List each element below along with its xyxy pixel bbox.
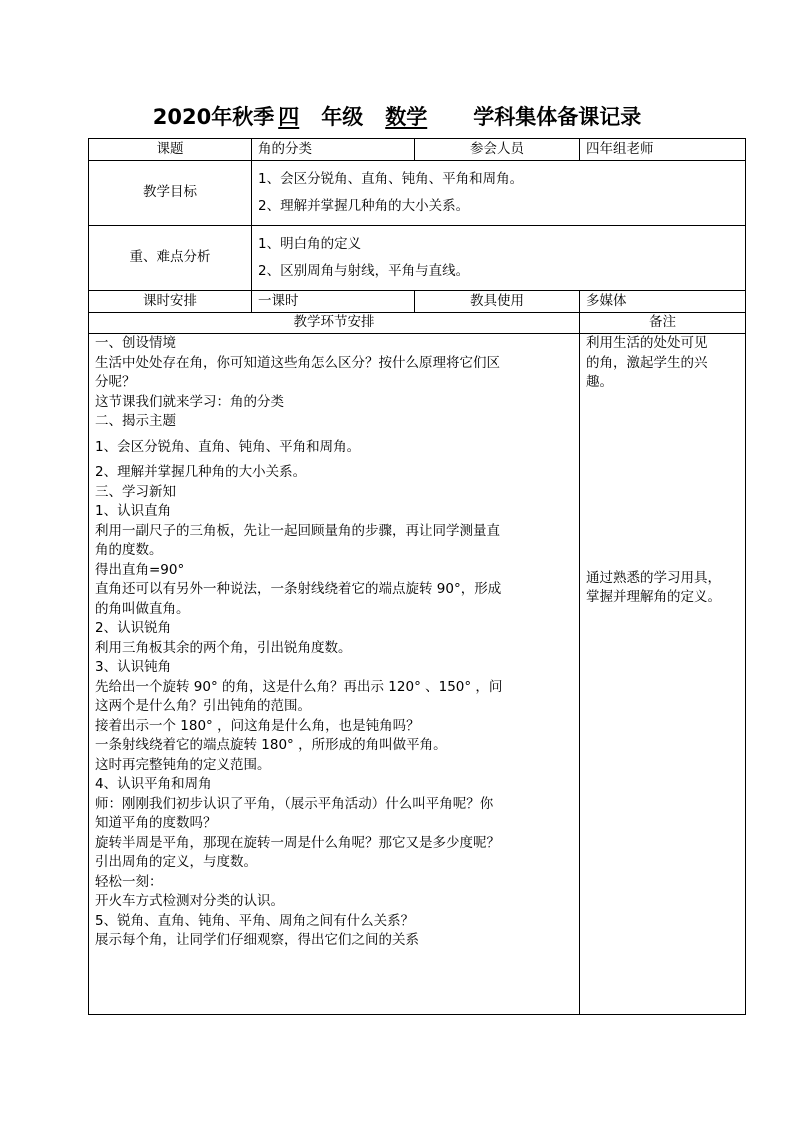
lesson-body-row [89,334,746,1015]
step-line: 4、认识平角和周角 [95,776,212,792]
step-line: 的角叫做直角。 [95,600,190,617]
arrangement-header: 教学环节安排 [89,313,580,334]
topic-row [89,139,746,161]
step-line: 5、锐角、直角、钝角、平角、周角之间有什么关系？ [95,912,415,929]
step-line: 知道平角的度数吗？ [95,815,217,831]
tools-label: 教具使用 [415,291,580,313]
key-points-row [89,226,746,291]
step-line: 2、理解并掌握几种角的大小关系。 [95,464,307,480]
remarks-header: 备注 [580,313,746,334]
step-line: 二、揭示主题 [95,413,176,429]
title-prefix: 2020年秋季 [152,105,275,129]
key-points-label: 重、难点分析 [89,226,252,291]
key-points-content [252,226,746,291]
step-line: 3、认识钝角 [95,659,172,675]
step-line: 师：刚刚我们初步认识了平角，（展示平角活动）什么叫平角呢？你 [95,795,494,812]
step-line: 利用一副尺子的三角板，先让一起回顾量角的步骤，再让同学测量直 [95,522,500,539]
step-line: 直角还可以有另外一种说法，一条射线绕着它的端点旋转 90°，形成 [95,581,502,597]
key-point-item: 2、区别周角与射线，平角与直线。 [258,263,470,279]
section-header-row [89,313,746,334]
goal-item: 1、会区分锐角、直角、钝角、平角和周角。 [258,170,524,187]
step-line: 利用三角板其余的两个角，引出锐角度数。 [95,639,352,656]
remark-line: 的角，激起学生的兴 [586,354,708,371]
step-line: 三、学习新知 [95,483,176,500]
remarks-content [580,334,746,1015]
remark-line: 掌握并理解角的定义。 [586,589,721,605]
step-line: 一、创设情境 [95,335,176,351]
title-suffix: 学科集体备课记录 [473,105,642,129]
step-line: 分呢？ [95,374,136,390]
step-line: 角的度数。 [95,542,163,558]
step-line: 1、会区分锐角、直角、钝角、平角和周角。 [95,438,361,455]
step-line: 轻松一刻： [95,873,163,890]
step-line: 2、认识锐角 [95,620,172,636]
step-line: 旋转半周是平角，那现在旋转一周是什么角呢？那它又是多少度呢？ [95,834,500,851]
topic-value: 角的分类 [252,139,415,161]
step-line: 展示每个角，让同学们仔细观察，得出它们之间的关系 [95,932,419,948]
topic-label: 课题 [89,139,252,161]
title-grade: 四 [278,105,300,129]
remark-line: 利用生活的处处可见 [586,335,708,351]
step-line: 生活中处处存在角，你可知道这些角怎么区分？按什么原理将它们区 [95,354,500,371]
step-line: 这两个是什么角？引出钝角的范围。 [95,698,311,714]
remark-line: 通过熟悉的学习用具， [586,569,721,586]
goal-item: 2、理解并掌握几种角的大小关系。 [258,198,470,214]
step-line: 这时再完整钝角的定义范围。 [95,756,271,773]
step-line: 开火车方式检测对分类的认识。 [95,893,284,909]
step-line: 1、认识直角 [95,503,172,519]
participants-label: 参会人员 [415,139,580,161]
title-subject: 数学 [385,105,428,129]
schedule-row [89,291,746,313]
lesson-plan-table [88,138,746,1015]
participants-value: 四年组老师 [580,139,746,161]
tools-value: 多媒体 [580,291,746,313]
remark-line: 趣。 [586,374,613,390]
goals-row [89,161,746,226]
step-line: 这节课我们就来学习：角的分类 [95,393,284,410]
step-line: 先给出一个旋转 90° 的角，这是什么角？再出示 120° 、150° ，问 [95,678,503,695]
step-line: 一条射线绕着它的端点旋转 180° ，所形成的角叫做平角。 [95,737,447,753]
time-value: 一课时 [252,291,415,313]
key-point-item: 1、明白角的定义 [258,235,362,252]
step-line: 得出直角=90° [95,561,185,578]
title-grade-suffix: 年级 [321,105,364,129]
step-line: 引出周角的定义，与度数。 [95,854,257,870]
goals-label: 教学目标 [89,161,252,226]
lesson-steps [89,334,580,1015]
time-label: 课时安排 [89,291,252,313]
step-line: 接着出示一个 180° ，问这角是什么角，也是钝角吗？ [95,717,420,734]
document-title [0,101,794,131]
goals-content [252,161,746,226]
